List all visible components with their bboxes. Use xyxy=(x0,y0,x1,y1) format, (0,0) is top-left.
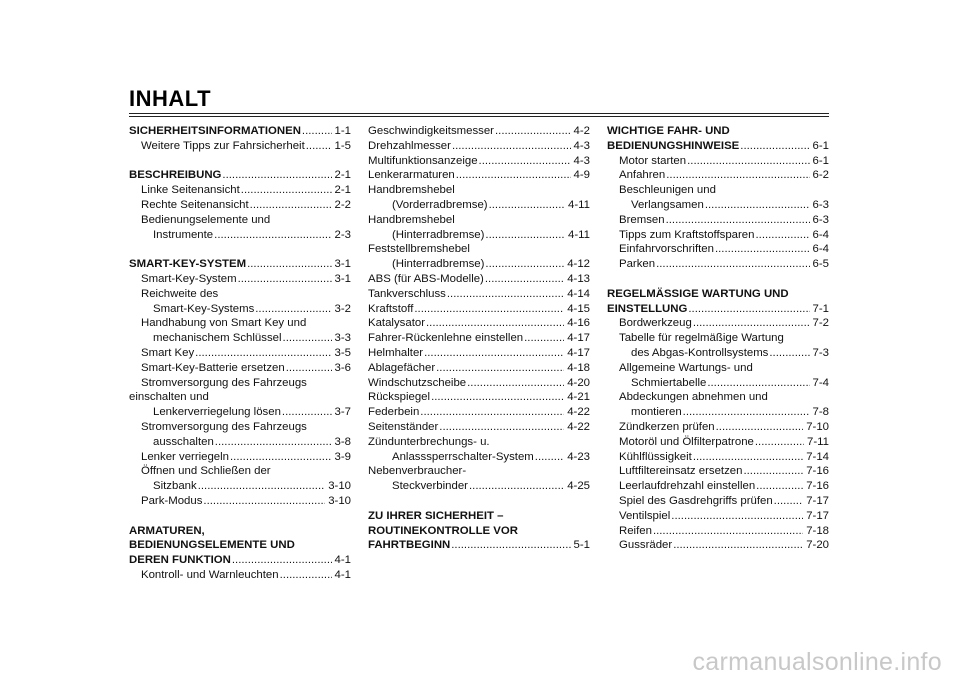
toc-entry xyxy=(129,494,351,509)
toc-entry-label: Reifen xyxy=(619,524,652,537)
toc-entry xyxy=(129,405,351,420)
toc-page-number: 7-16 xyxy=(806,465,829,478)
toc-column-2 xyxy=(368,124,590,553)
dot-leader xyxy=(774,494,804,509)
toc-page-number: 4-14 xyxy=(567,287,590,300)
toc-entry-label: Motor starten xyxy=(619,154,687,167)
toc-entry-label: Rückspiegel xyxy=(368,391,431,404)
toc-entry-label: Smart-Key-Systems xyxy=(153,302,255,315)
dot-leader xyxy=(447,287,564,302)
toc-section-heading: ARMATUREN, xyxy=(129,524,205,537)
toc-entry-label: Smart Key xyxy=(141,346,195,359)
toc-page-number: 4-1 xyxy=(334,568,351,581)
dot-leader xyxy=(232,553,332,568)
toc-page-number: 7-18 xyxy=(806,524,829,537)
toc-entry xyxy=(607,228,829,243)
toc-entry xyxy=(129,346,351,361)
toc-entry xyxy=(607,524,829,539)
toc-entry xyxy=(607,316,829,331)
toc-entry xyxy=(607,464,829,479)
toc-entry-label: Anlasssperrschalter-System xyxy=(392,450,534,463)
toc-page-number: 3-1 xyxy=(334,258,351,271)
toc-page-number: 7-4 xyxy=(812,376,829,389)
toc-page-number: 6-3 xyxy=(812,213,829,226)
toc-page-number: 6-5 xyxy=(812,258,829,271)
toc-entry-label: Katalysator xyxy=(368,317,425,330)
toc-page-number: 4-13 xyxy=(567,272,590,285)
dot-leader xyxy=(306,139,332,154)
toc-page-number: 2-3 xyxy=(334,228,351,241)
toc-entry-label: Steckverbinder xyxy=(392,480,468,493)
dot-leader xyxy=(282,405,332,420)
toc-entry xyxy=(607,376,829,391)
toc-entry xyxy=(129,198,351,213)
toc-entry-label: Allgemeine Wartungs- und xyxy=(619,361,753,374)
dot-leader xyxy=(255,302,331,317)
dot-leader xyxy=(230,450,332,465)
dot-leader xyxy=(489,198,565,213)
toc-entry-label: Drehzahlmesser xyxy=(368,139,451,152)
toc-entry-label: Linke Seitenansicht xyxy=(141,184,240,197)
dot-leader xyxy=(250,198,332,213)
dot-leader xyxy=(286,361,332,376)
toc-entry-label: Beschleunigen und xyxy=(619,184,716,197)
toc-entry-label: Lenker verriegeln xyxy=(141,450,230,463)
toc-entry xyxy=(129,361,351,376)
toc-entry xyxy=(129,183,351,198)
toc-entry xyxy=(368,302,590,317)
toc-entry-label: Motoröl und Ölfilterpatrone xyxy=(619,435,754,448)
dot-leader xyxy=(420,405,564,420)
dot-leader xyxy=(485,272,564,287)
toc-page-number: 4-25 xyxy=(567,480,590,493)
dot-leader xyxy=(198,479,325,494)
dot-leader xyxy=(743,464,803,479)
dot-leader xyxy=(467,376,564,391)
toc-page-number: 4-2 xyxy=(573,125,590,137)
dot-leader xyxy=(683,405,810,420)
dot-leader xyxy=(302,124,332,139)
toc-entry xyxy=(129,435,351,450)
toc-entry xyxy=(607,494,829,509)
toc-page-number: 6-1 xyxy=(812,154,829,167)
toc-page-number: 6-3 xyxy=(812,198,829,211)
toc-entry-label: Parken xyxy=(619,258,656,271)
toc-entry-label: Weitere Tipps zur Fahrsicherheit xyxy=(141,139,305,152)
toc-entry xyxy=(129,302,351,317)
toc-page-number: 4-11 xyxy=(568,228,590,241)
toc-entry-label: Geschwindigkeitsmesser xyxy=(368,125,494,137)
toc-entry xyxy=(607,198,829,213)
dot-leader xyxy=(436,361,564,376)
toc-entry xyxy=(607,154,829,169)
toc-entry-label: Windschutzscheibe xyxy=(368,376,467,389)
toc-page-number: 4-1 xyxy=(334,554,351,567)
toc-entry xyxy=(607,450,829,465)
dot-leader xyxy=(424,346,564,361)
toc-entry xyxy=(368,272,590,287)
toc-page-number: 7-10 xyxy=(806,420,829,433)
toc-entry-label: Einfahrvorschriften xyxy=(619,243,714,256)
toc-page-number: 4-12 xyxy=(567,258,590,271)
toc-entry-label: Stromversorgung des Fahrzeugs xyxy=(141,376,307,389)
toc-entry-label: Handbremshebel xyxy=(368,184,455,197)
section-gap xyxy=(129,154,351,169)
toc-section-entry xyxy=(129,257,351,272)
toc-page-number: 4-9 xyxy=(573,169,590,182)
toc-page-number: 3-2 xyxy=(334,302,351,315)
toc-entry xyxy=(607,242,829,257)
dot-leader xyxy=(755,228,809,243)
dot-leader xyxy=(426,316,564,331)
toc-entry xyxy=(607,257,829,272)
toc-page-number: 3-3 xyxy=(334,332,351,345)
toc-column-1 xyxy=(129,124,351,583)
toc-entry-label: FAHRTBEGINN xyxy=(368,539,451,552)
toc-page-number: 4-16 xyxy=(567,317,590,330)
toc-entry-label: Ventilspiel xyxy=(619,509,671,522)
toc-page-number: 4-22 xyxy=(567,406,590,419)
toc-page-number: 3-1 xyxy=(334,272,351,285)
toc-entry-label: montieren xyxy=(631,406,682,419)
toc-entry xyxy=(607,435,829,450)
toc-entry-label: DEREN FUNKTION xyxy=(129,554,231,567)
dot-leader xyxy=(671,509,803,524)
toc-page-number: 4-23 xyxy=(567,450,590,463)
dot-leader xyxy=(666,168,809,183)
toc-entry xyxy=(368,405,590,420)
dot-leader xyxy=(687,154,809,169)
toc-entry-label: Handhabung von Smart Key und xyxy=(141,317,307,330)
dot-leader xyxy=(456,168,571,183)
dot-leader xyxy=(653,524,803,539)
dot-leader xyxy=(693,450,803,465)
dot-leader xyxy=(666,213,810,228)
toc-page-number: 7-16 xyxy=(806,480,829,493)
section-gap xyxy=(607,272,829,287)
toc-column-3 xyxy=(607,124,829,553)
toc-entry xyxy=(129,450,351,465)
toc-page-number: 7-14 xyxy=(806,450,829,463)
toc-entry xyxy=(129,228,351,243)
toc-entry-label: Kühlflüssigkeit xyxy=(619,450,692,463)
toc-section-heading: BEDIENUNGSELEMENTE UND xyxy=(129,539,295,552)
toc-page-number: 3-10 xyxy=(328,494,351,507)
toc-entry xyxy=(368,479,590,494)
toc-page-number: 6-1 xyxy=(812,139,829,152)
dot-leader xyxy=(693,316,810,331)
toc-entry-label: einschalten und xyxy=(129,391,209,404)
toc-entry-label: ausschalten xyxy=(153,435,214,448)
toc-entry-label: Bordwerkzeug xyxy=(619,317,692,330)
toc-page-number: 7-3 xyxy=(812,346,829,359)
dot-leader xyxy=(431,390,564,405)
dot-leader xyxy=(716,420,804,435)
dot-leader xyxy=(485,228,565,243)
dot-leader xyxy=(283,331,332,346)
dot-leader xyxy=(195,346,331,361)
toc-entry xyxy=(129,272,351,287)
toc-entry-label: Tabelle für regelmäßige Wartung xyxy=(619,332,784,345)
toc-entry-label: Instrumente xyxy=(153,228,214,241)
toc-entry xyxy=(368,198,590,213)
toc-section-entry xyxy=(129,124,351,139)
toc-entry-label: Verlangsamen xyxy=(631,198,704,211)
toc-entry xyxy=(368,420,590,435)
dot-leader xyxy=(705,198,810,213)
toc-entry xyxy=(368,287,590,302)
toc-page-number: 3-6 xyxy=(334,361,351,374)
dot-leader xyxy=(247,257,331,272)
toc-page-number: 5-1 xyxy=(573,539,590,552)
toc-entry-label: mechanischem Schlüssel xyxy=(153,332,282,345)
toc-page-number: 2-1 xyxy=(334,184,351,197)
toc-entry-label: (Hinterradbremse) xyxy=(392,228,485,241)
toc-entry xyxy=(368,124,590,139)
toc-entry-label: Kraftstoff xyxy=(368,302,414,315)
title-rule xyxy=(129,113,829,114)
toc-entry-label: Stromversorgung des Fahrzeugs xyxy=(141,420,307,433)
dot-leader xyxy=(215,435,332,450)
toc-entry-label: Lenkerarmaturen xyxy=(368,169,455,182)
toc-entry-label: Anfahren xyxy=(619,169,666,182)
toc-entry-label: Tankverschluss xyxy=(368,287,446,300)
toc-entry-label: Helmhalter xyxy=(368,346,424,359)
dot-leader xyxy=(414,302,564,317)
toc-page-number: 4-17 xyxy=(567,332,590,345)
dot-leader xyxy=(439,420,564,435)
toc-entry-label: Kontroll- und Warnleuchten xyxy=(141,568,279,581)
toc-section-heading: REGELMÄSSIGE WARTUNG UND xyxy=(607,287,789,300)
toc-entry-label: Park-Modus xyxy=(141,494,203,507)
toc-entry xyxy=(129,331,351,346)
toc-section-entry xyxy=(368,538,590,553)
section-gap xyxy=(129,242,351,257)
toc-entry-label: Fahrer-Rückenlehne einstellen xyxy=(368,332,524,345)
toc-page-number: 6-2 xyxy=(812,169,829,182)
toc-page-number: 7-8 xyxy=(812,406,829,419)
toc-entry-label: Schmiertabelle xyxy=(631,376,707,389)
toc-page-number: 2-1 xyxy=(334,169,351,182)
toc-entry-label: (Vorderradbremse) xyxy=(392,198,488,211)
toc-entry-label: Handbremshebel xyxy=(368,213,455,226)
toc-entry-label: Gussräder xyxy=(619,539,673,552)
toc-entry-label: Smart-Key-System xyxy=(141,272,237,285)
toc-entry-label: Reichweite des xyxy=(141,287,219,300)
toc-entry xyxy=(368,257,590,272)
toc-section-entry xyxy=(607,302,829,317)
toc-section-heading: ROUTINEKONTROLLE VOR xyxy=(368,524,518,537)
toc-entry xyxy=(368,390,590,405)
toc-page-number: 1-1 xyxy=(334,125,351,137)
dot-leader xyxy=(280,568,332,583)
toc-entry-label: BEDIENUNGSHINWEISE xyxy=(607,139,740,152)
dot-leader xyxy=(535,450,564,465)
watermark: carmanualsonline.info xyxy=(692,648,942,676)
toc-page-number: 2-2 xyxy=(334,198,351,211)
dot-leader xyxy=(214,228,331,243)
toc-entry xyxy=(607,405,829,420)
toc-entry xyxy=(607,168,829,183)
dot-leader xyxy=(238,272,332,287)
toc-entry-label: Spiel des Gasdrehgriffs prüfen xyxy=(619,494,773,507)
toc-entry xyxy=(368,154,590,169)
toc-page-number: 3-7 xyxy=(334,406,351,419)
toc-page-number: 6-4 xyxy=(812,243,829,256)
dot-leader xyxy=(203,494,325,509)
toc-entry-label: Rechte Seitenansicht xyxy=(141,198,249,211)
toc-entry xyxy=(129,568,351,583)
toc-page-number: 4-18 xyxy=(567,361,590,374)
dot-leader xyxy=(452,139,571,154)
page-title: INHALT xyxy=(129,86,212,111)
toc-entry-label: Tipps zum Kraftstoffsparen xyxy=(619,228,755,241)
toc-entry-label: Multifunktionsanzeige xyxy=(368,154,478,167)
toc-entry-label: EINSTELLUNG xyxy=(607,302,688,315)
toc-section-entry xyxy=(129,168,351,183)
dot-leader xyxy=(755,435,804,450)
dot-leader xyxy=(524,331,564,346)
toc-entry-label: Bremsen xyxy=(619,213,665,226)
toc-page-number: 3-10 xyxy=(328,480,351,493)
toc-entry-label: Leerlaufdrehzahl einstellen xyxy=(619,480,756,493)
toc-entry-label: Nebenverbraucher- xyxy=(368,465,467,478)
dot-leader xyxy=(485,257,564,272)
dot-leader xyxy=(479,154,571,169)
toc-section-heading: WICHTIGE FAHR- UND xyxy=(607,125,730,137)
dot-leader xyxy=(769,346,809,361)
dot-leader xyxy=(451,538,570,553)
dot-leader xyxy=(756,479,803,494)
toc-section-entry xyxy=(607,139,829,154)
toc-entry xyxy=(368,331,590,346)
toc-page-number: 1-5 xyxy=(334,139,351,152)
toc-entry-label: SMART-KEY-SYSTEM xyxy=(129,258,247,271)
toc-page-number: 4-3 xyxy=(573,139,590,152)
toc-page-number: 7-2 xyxy=(812,317,829,330)
toc-page-number: 4-22 xyxy=(567,420,590,433)
toc-page-number: 4-3 xyxy=(573,154,590,167)
toc-entry-label: Zündunterbrechungs- u. xyxy=(368,435,490,448)
dot-leader xyxy=(715,242,810,257)
toc-entry xyxy=(607,213,829,228)
toc-entry xyxy=(607,479,829,494)
toc-section-heading: ZU IHRER SICHERHEIT – xyxy=(368,509,504,522)
dot-leader xyxy=(740,139,809,154)
dot-leader xyxy=(688,302,809,317)
toc-entry xyxy=(368,139,590,154)
toc-entry-label: Sitzbank xyxy=(153,480,197,493)
toc-entry-label: Federbein xyxy=(368,406,420,419)
toc-entry-label: (Hinterradbremse) xyxy=(392,258,485,271)
dot-leader xyxy=(656,257,809,272)
toc-entry-label: Seitenständer xyxy=(368,420,439,433)
toc-entry xyxy=(368,168,590,183)
toc-entry xyxy=(368,228,590,243)
toc-entry-label: BESCHREIBUNG xyxy=(129,169,222,182)
toc-entry xyxy=(607,538,829,553)
toc-entry-label: Luftfiltereinsatz ersetzen xyxy=(619,465,743,478)
toc-entry-label: Ablagefächer xyxy=(368,361,436,374)
title-rule-secondary xyxy=(129,116,829,117)
toc-section-entry xyxy=(129,553,351,568)
toc-entry-label: des Abgas-Kontrollsystems xyxy=(631,346,769,359)
toc-entry xyxy=(129,139,351,154)
toc-page-number: 7-1 xyxy=(812,302,829,315)
toc-page-number: 4-17 xyxy=(567,346,590,359)
toc-entry-label: Feststellbremshebel xyxy=(368,243,470,256)
toc-entry-label: Abdeckungen abnehmen und xyxy=(619,391,768,404)
toc-entry-label: ABS (für ABS-Modelle) xyxy=(368,272,484,285)
toc-entry-label: Öffnen und Schließen der xyxy=(141,465,271,478)
toc-page-number: 4-11 xyxy=(568,198,590,211)
dot-leader xyxy=(241,183,332,198)
dot-leader xyxy=(469,479,564,494)
toc-page-number: 4-15 xyxy=(567,302,590,315)
toc-entry xyxy=(607,420,829,435)
toc-entry-label: Smart-Key-Batterie ersetzen xyxy=(141,361,285,374)
toc-page-number: 7-11 xyxy=(807,435,829,448)
dot-leader xyxy=(495,124,571,139)
toc-page-number: 4-20 xyxy=(567,376,590,389)
toc-entry-label: Bedienungselemente und xyxy=(141,213,271,226)
toc-page-number: 3-5 xyxy=(334,346,351,359)
toc-entry-label: Lenkerverriegelung lösen xyxy=(153,406,281,419)
section-gap xyxy=(368,494,590,509)
toc-entry xyxy=(368,450,590,465)
toc-page-number: 3-8 xyxy=(334,435,351,448)
section-gap xyxy=(129,509,351,524)
toc-entry-label: Zündkerzen prüfen xyxy=(619,420,715,433)
dot-leader xyxy=(707,376,809,391)
toc-entry xyxy=(368,376,590,391)
toc-page-number: 6-4 xyxy=(812,228,829,241)
toc-page-number: 4-21 xyxy=(567,391,590,404)
toc-entry xyxy=(368,316,590,331)
toc-page-number: 7-17 xyxy=(806,494,829,507)
toc-entry-label: SICHERHEITSINFORMATIONEN xyxy=(129,125,301,137)
dot-leader xyxy=(673,538,803,553)
dot-leader xyxy=(222,168,331,183)
toc-page-number: 7-20 xyxy=(806,539,829,552)
toc-entry xyxy=(607,346,829,361)
toc-entry xyxy=(607,509,829,524)
toc-entry xyxy=(129,479,351,494)
toc-entry xyxy=(368,361,590,376)
toc-page-number: 3-9 xyxy=(334,450,351,463)
toc-entry xyxy=(368,346,590,361)
toc-page-number: 7-17 xyxy=(806,509,829,522)
